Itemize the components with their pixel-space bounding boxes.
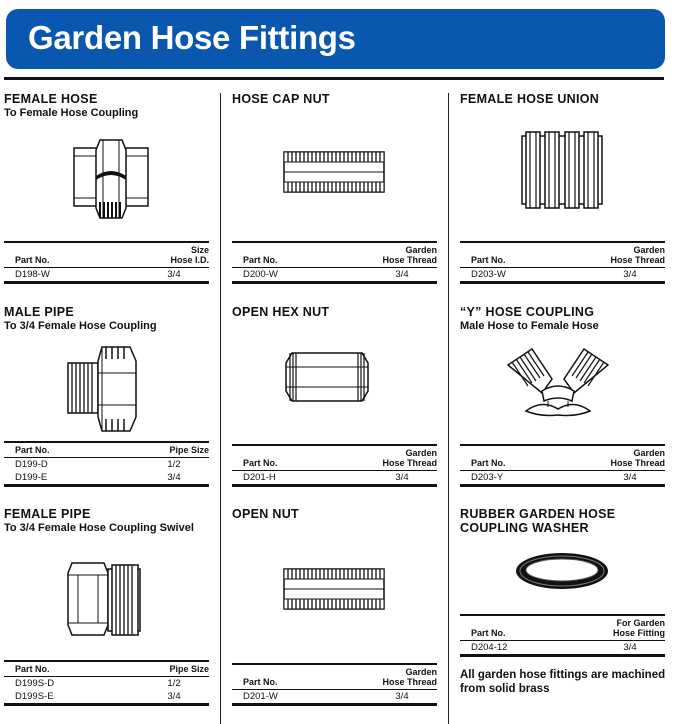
table-row: D198-W 3/4 [15,269,181,280]
part-table [460,444,665,487]
y-hose-coupling-illustration [502,345,614,421]
table-row: D203-Y 3/4 [471,472,637,483]
product-open-nut [232,507,437,719]
col-part-header: Part No. [15,664,50,674]
product-title: FEMALE PIPE [4,507,91,521]
product-open-hex-nut [232,305,437,495]
part-table [4,660,209,706]
product-subtitle: To 3/4 Female Hose Coupling Swivel [4,522,194,534]
product-female-hose-union [460,92,665,290]
product-hose-cap-nut [232,92,437,290]
col-value-header: Garden Hose Thread [610,448,665,468]
table-row: D199-E 3/4 [15,472,181,483]
table-row: D200-W 3/4 [243,269,409,280]
product-subtitle: To Female Hose Coupling [4,107,139,119]
col-value-header: Pipe Size [169,445,209,455]
product-title: “Y” HOSE COUPLING [460,305,595,319]
col-part-header: Part No. [243,255,278,265]
rubber-washer-illustration [512,549,612,593]
col-part-header: Part No. [243,677,278,687]
product-y-hose-coupling [460,305,665,495]
col-value-header: Garden Hose Thread [382,667,437,687]
col-part-header: Part No. [471,458,506,468]
product-title: HOSE CAP NUT [232,92,330,106]
product-male-pipe [4,305,209,495]
header-rule [4,77,664,80]
product-title-line2: COUPLING WASHER [460,521,589,535]
female-hose-union-illustration [520,130,604,210]
part-table [4,241,209,284]
col-part-header: Part No. [471,255,506,265]
part-table [232,241,437,284]
table-row: D201-W 3/4 [243,691,409,702]
col-value-header: Garden Hose Thread [610,245,665,265]
table-row: D199-D 1/2 [15,459,181,470]
product-title: OPEN NUT [232,507,299,521]
female-pipe-swivel-illustration [66,559,142,639]
product-title: MALE PIPE [4,305,75,319]
product-female-hose [4,92,209,290]
product-subtitle: Male Hose to Female Hose [460,320,599,332]
title-banner [6,9,665,69]
col-value-header: Size Hose I.D. [170,245,209,265]
product-title: RUBBER GARDEN HOSE [460,507,616,521]
product-subtitle: To 3/4 Female Hose Coupling [4,320,157,332]
table-row: D203-W 3/4 [471,269,637,280]
product-title: FEMALE HOSE [4,92,98,106]
part-table [232,444,437,487]
page-title: Garden Hose Fittings [28,19,356,56]
col-value-header: Pipe Size [169,664,209,674]
col-part-header: Part No. [15,255,50,265]
product-rubber-washer [460,507,665,719]
column-divider-1 [220,93,221,724]
open-hex-nut-illustration [284,349,370,405]
female-hose-coupling-illustration [70,136,152,222]
part-table [460,614,665,657]
material-note: All garden hose fittings are machined from solid brass [460,669,666,695]
col-value-header: Garden Hose Thread [382,448,437,468]
column-divider-2 [448,93,449,724]
table-row: D199S-E 3/4 [15,691,181,702]
hose-cap-nut-illustration [282,144,386,200]
col-part-header: Part No. [243,458,278,468]
part-table [460,241,665,284]
product-female-pipe [4,507,209,719]
table-row: D199S-D 1/2 [15,678,181,689]
male-pipe-coupling-illustration [66,345,138,433]
table-row: D201-H 3/4 [243,472,409,483]
col-part-header: Part No. [471,628,506,638]
part-table [4,441,209,487]
product-title: FEMALE HOSE UNION [460,92,600,106]
part-table [232,663,437,706]
open-nut-illustration [282,561,386,617]
col-value-header: Garden Hose Thread [382,245,437,265]
col-value-header: For Garden Hose Fitting [613,618,665,638]
product-title: OPEN HEX NUT [232,305,330,319]
table-row: D204-12 3/4 [471,642,637,653]
col-part-header: Part No. [15,445,50,455]
